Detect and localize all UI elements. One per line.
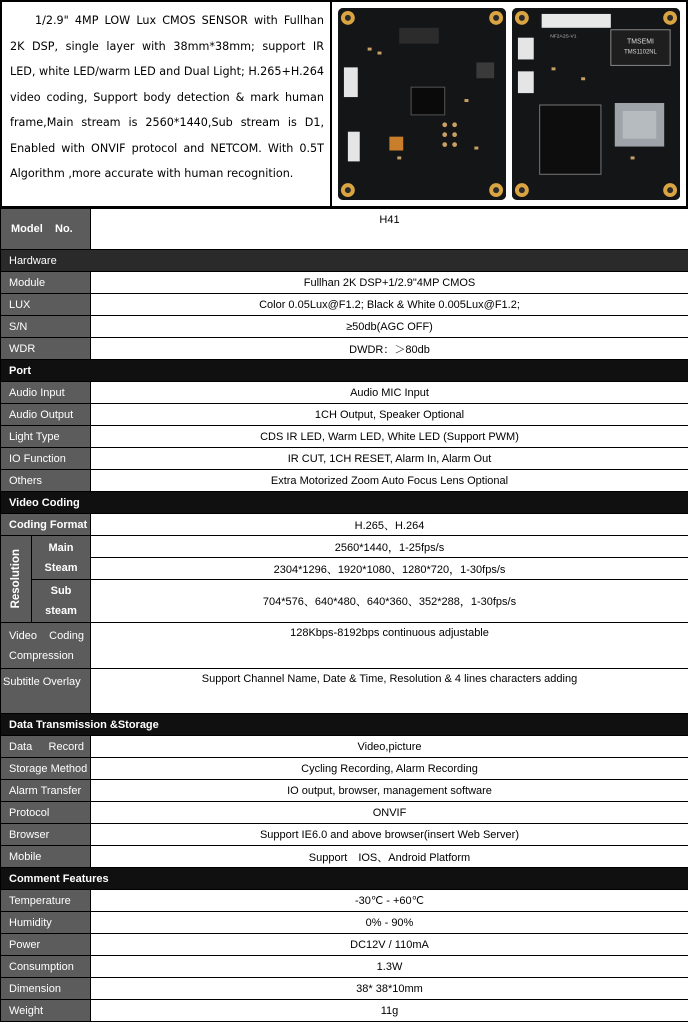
section-hardware: Hardware xyxy=(1,250,688,272)
compression-label: Video Coding Compression xyxy=(1,623,91,669)
data-record-label: Data Record xyxy=(1,736,91,758)
data-row: Protocol ONVIF xyxy=(1,802,688,824)
model-value: H41 xyxy=(91,209,688,250)
subtitle-row: Subtitle Overlay Support Channel Name, Date & Time, Resolution & 4 lines characters adding xyxy=(1,669,688,714)
chip-label-2: TMS1102NL xyxy=(624,49,657,56)
resolution-label: Resolution xyxy=(1,536,32,623)
pcb-front-image xyxy=(338,8,506,200)
data-row: Alarm Transfer IO output, browser, management software xyxy=(1,780,688,802)
section-data-transmission: Data Transmission &Storage xyxy=(1,714,688,736)
section-comment-features: Comment Features xyxy=(1,868,688,890)
comment-row: Dimension 38* 38*10mm xyxy=(1,978,688,1000)
model-row xyxy=(1,209,688,250)
board-code: NF2A2S-V1 xyxy=(550,34,577,40)
port-row: Audio Input Audio MIC Input xyxy=(1,382,688,404)
data-row: Browser Support IE6.0 and above browser(insert Web Server) xyxy=(1,824,688,846)
main-stream-value-2: 2304*1296、1920*1080、1280*720，1-30fps/s xyxy=(91,558,688,580)
hardware-row: LUX Color 0.05Lux@F1.2; Black & White 0.005Lux@F1.2; xyxy=(1,294,688,316)
coding-format-row: Coding Format H.265、H.264 xyxy=(1,514,688,536)
port-row: Audio Output 1CH Output, Speaker Optional xyxy=(1,404,688,426)
comment-row: Temperature -30℃ - +60℃ xyxy=(1,890,688,912)
model-label: Model No. xyxy=(1,209,91,250)
compression-row: Video Coding Compression 128Kbps-8192bps continuous adjustable xyxy=(1,623,688,669)
intro-panel xyxy=(0,0,688,208)
port-row: IO Function IR CUT, 1CH RESET, Alarm In, Alarm Out xyxy=(1,448,688,470)
hardware-row: WDR DWDR：＞80db xyxy=(1,338,688,360)
port-row: Light Type CDS IR LED, Warm LED, White LED (Support PWM) xyxy=(1,426,688,448)
comment-row: Power DC12V / 110mA xyxy=(1,934,688,956)
product-description: 1/2.9" 4MP LOW Lux CMOS SENSOR with Fullhan 2K DSP, single layer with 38mm*38mm; support IR LED, white LED/warm LED and Dual Light; H.265+H.264 video coding, Support body detection & mark human frame,Main stream is 2560*1440,Sub stream is D1, Enabled with ONVIF protocol and NETCOM. With 0.5T Algorithm ,more accurate with human recognition. xyxy=(2,2,332,206)
section-video-coding: Video Coding xyxy=(1,492,688,514)
main-stream-row xyxy=(1,536,688,558)
data-row: Storage Method Cycling Recording, Alarm Recording xyxy=(1,758,688,780)
comment-row: Humidity 0% - 90% xyxy=(1,912,688,934)
hardware-row: S/N ≥50db(AGC OFF) xyxy=(1,316,688,338)
pcb-back-image xyxy=(512,8,680,200)
comment-row: Weight 11g xyxy=(1,1000,688,1022)
spec-table xyxy=(0,208,688,1022)
chip-label-1: TMSEMI xyxy=(627,38,654,46)
board-photos xyxy=(332,2,686,206)
sub-stream-value: 704*576、640*480、640*360、352*288，1-30fps/s xyxy=(91,580,688,623)
section-port: Port xyxy=(1,360,688,382)
sub-stream-label: Sub steam xyxy=(32,580,91,623)
hardware-row: Module Fullhan 2K DSP+1/2.9"4MP CMOS xyxy=(1,272,688,294)
data-row: Data Record Video,picture xyxy=(1,736,688,758)
comment-row: Consumption 1.3W xyxy=(1,956,688,978)
port-row: Others Extra Motorized Zoom Auto Focus Lens Optional xyxy=(1,470,688,492)
main-stream-label: Main Steam xyxy=(32,536,91,580)
main-stream-row-2 xyxy=(1,558,688,580)
data-row: Mobile Support IOS、Android Platform xyxy=(1,846,688,868)
sub-stream-row xyxy=(1,580,688,623)
main-stream-value-1: 2560*1440，1-25fps/s xyxy=(91,536,688,558)
